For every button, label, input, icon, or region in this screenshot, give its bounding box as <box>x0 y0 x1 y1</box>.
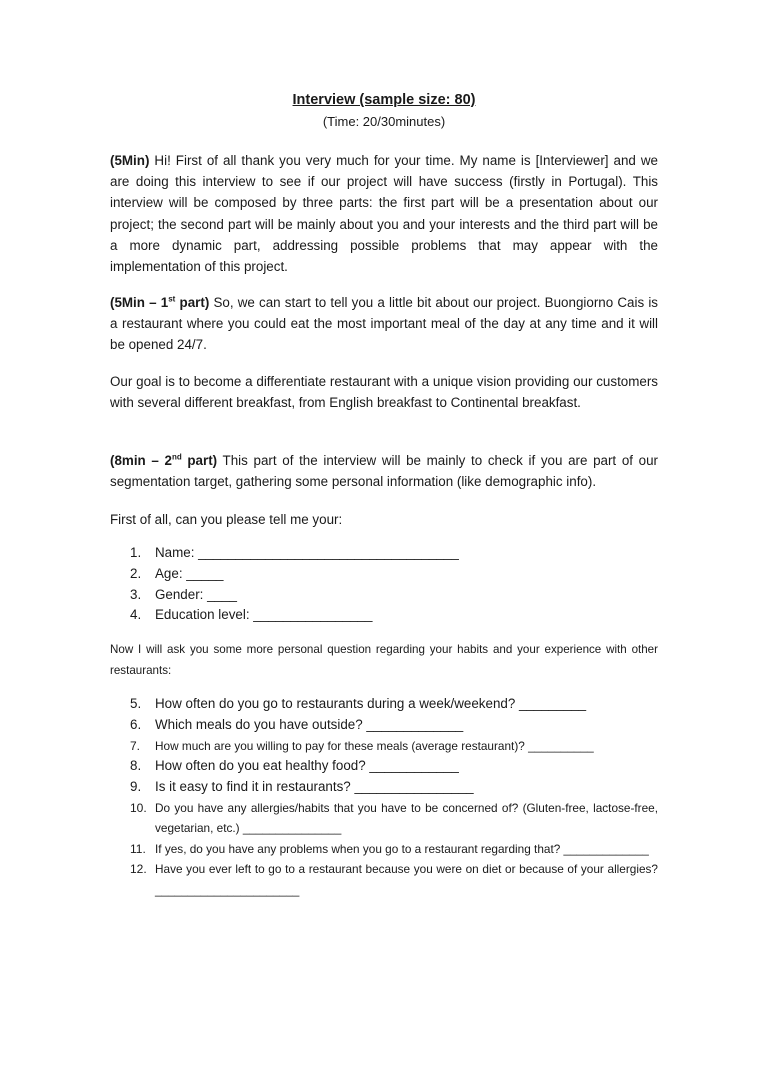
list-item: 3. Gender: ____ <box>130 586 237 602</box>
part1-label: (5Min – 1st part) <box>110 294 210 310</box>
list-item: 10. Do you have any allergies/habits that you have to be concerned of? (Gluten-free, lactose-free, vegetarian, etc.) _______________ <box>130 800 658 836</box>
part2-label: (8min – 2nd part) <box>110 452 218 468</box>
part1-paragraph <box>110 292 658 356</box>
intro-text: Hi! First of all thank you very much for your time. My name is [Interviewer] and we are doing this interview to see if our project will have success (firstly in Portugal). This interview will be composed by three parts: the first part will be a presentation about our project; the second part will be mainly about you and your interests and the third part will be a more dynamic part, addressing possible problems that may appear with the implementation of this project. <box>110 153 658 275</box>
list-item: 4. Education level: ________________ <box>130 607 373 623</box>
list-item: 8. How often do you eat healthy food? ____________ <box>130 758 459 774</box>
part1-text: So, we can start to tell you a little bit about our project. Buongiorno Cais is a restaurant where you could eat the most important meal of the day at any time and it will be opened 24/7. <box>110 295 658 353</box>
list-item: 11. If yes, do you have any problems when you go to a restaurant regarding that? _____________ <box>130 841 649 856</box>
intro-label: (5Min) <box>110 153 150 168</box>
list-item: 6. Which meals do you have outside? _____________ <box>130 716 464 732</box>
list-item: 5. How often do you go to restaurants during a week/weekend? _________ <box>130 696 587 711</box>
ask-intro: First of all, can you please tell me your: <box>110 512 343 527</box>
list-item: 9. Is it easy to find it in restaurants? ________________ <box>130 778 474 794</box>
part2-text: This part of the interview will be mainly to check if you are part of our segmentation target, gathering some personal information (like demographic info). <box>110 453 658 490</box>
list-item: 2. Age: _____ <box>130 565 224 581</box>
list-item: 12. Have you ever left to go to a restaurant because you were on diet or because of your allergies? ______________________ <box>130 862 658 897</box>
part2-paragraph <box>110 450 658 492</box>
intro-paragraph <box>110 150 658 277</box>
goal-paragraph: Our goal is to become a differentiate restaurant with a unique vision providing our customers with several different breakfast, from English breakfast to Continental breakfast. <box>110 374 658 411</box>
list-item: 7. How much are you willing to pay for these meals (average restaurant)? __________ <box>130 738 594 753</box>
habits-intro: Now I will ask you some more personal question regarding your habits and your experience with other restaurants: <box>110 643 658 677</box>
list-item: 1. Name: ___________________________________ <box>130 545 459 560</box>
document-subtitle: (Time: 20/30minutes) <box>322 114 446 129</box>
personal-questions-list <box>110 543 658 626</box>
document-title: Interview (sample size: 80) <box>292 92 476 108</box>
habit-questions-list <box>110 694 658 900</box>
